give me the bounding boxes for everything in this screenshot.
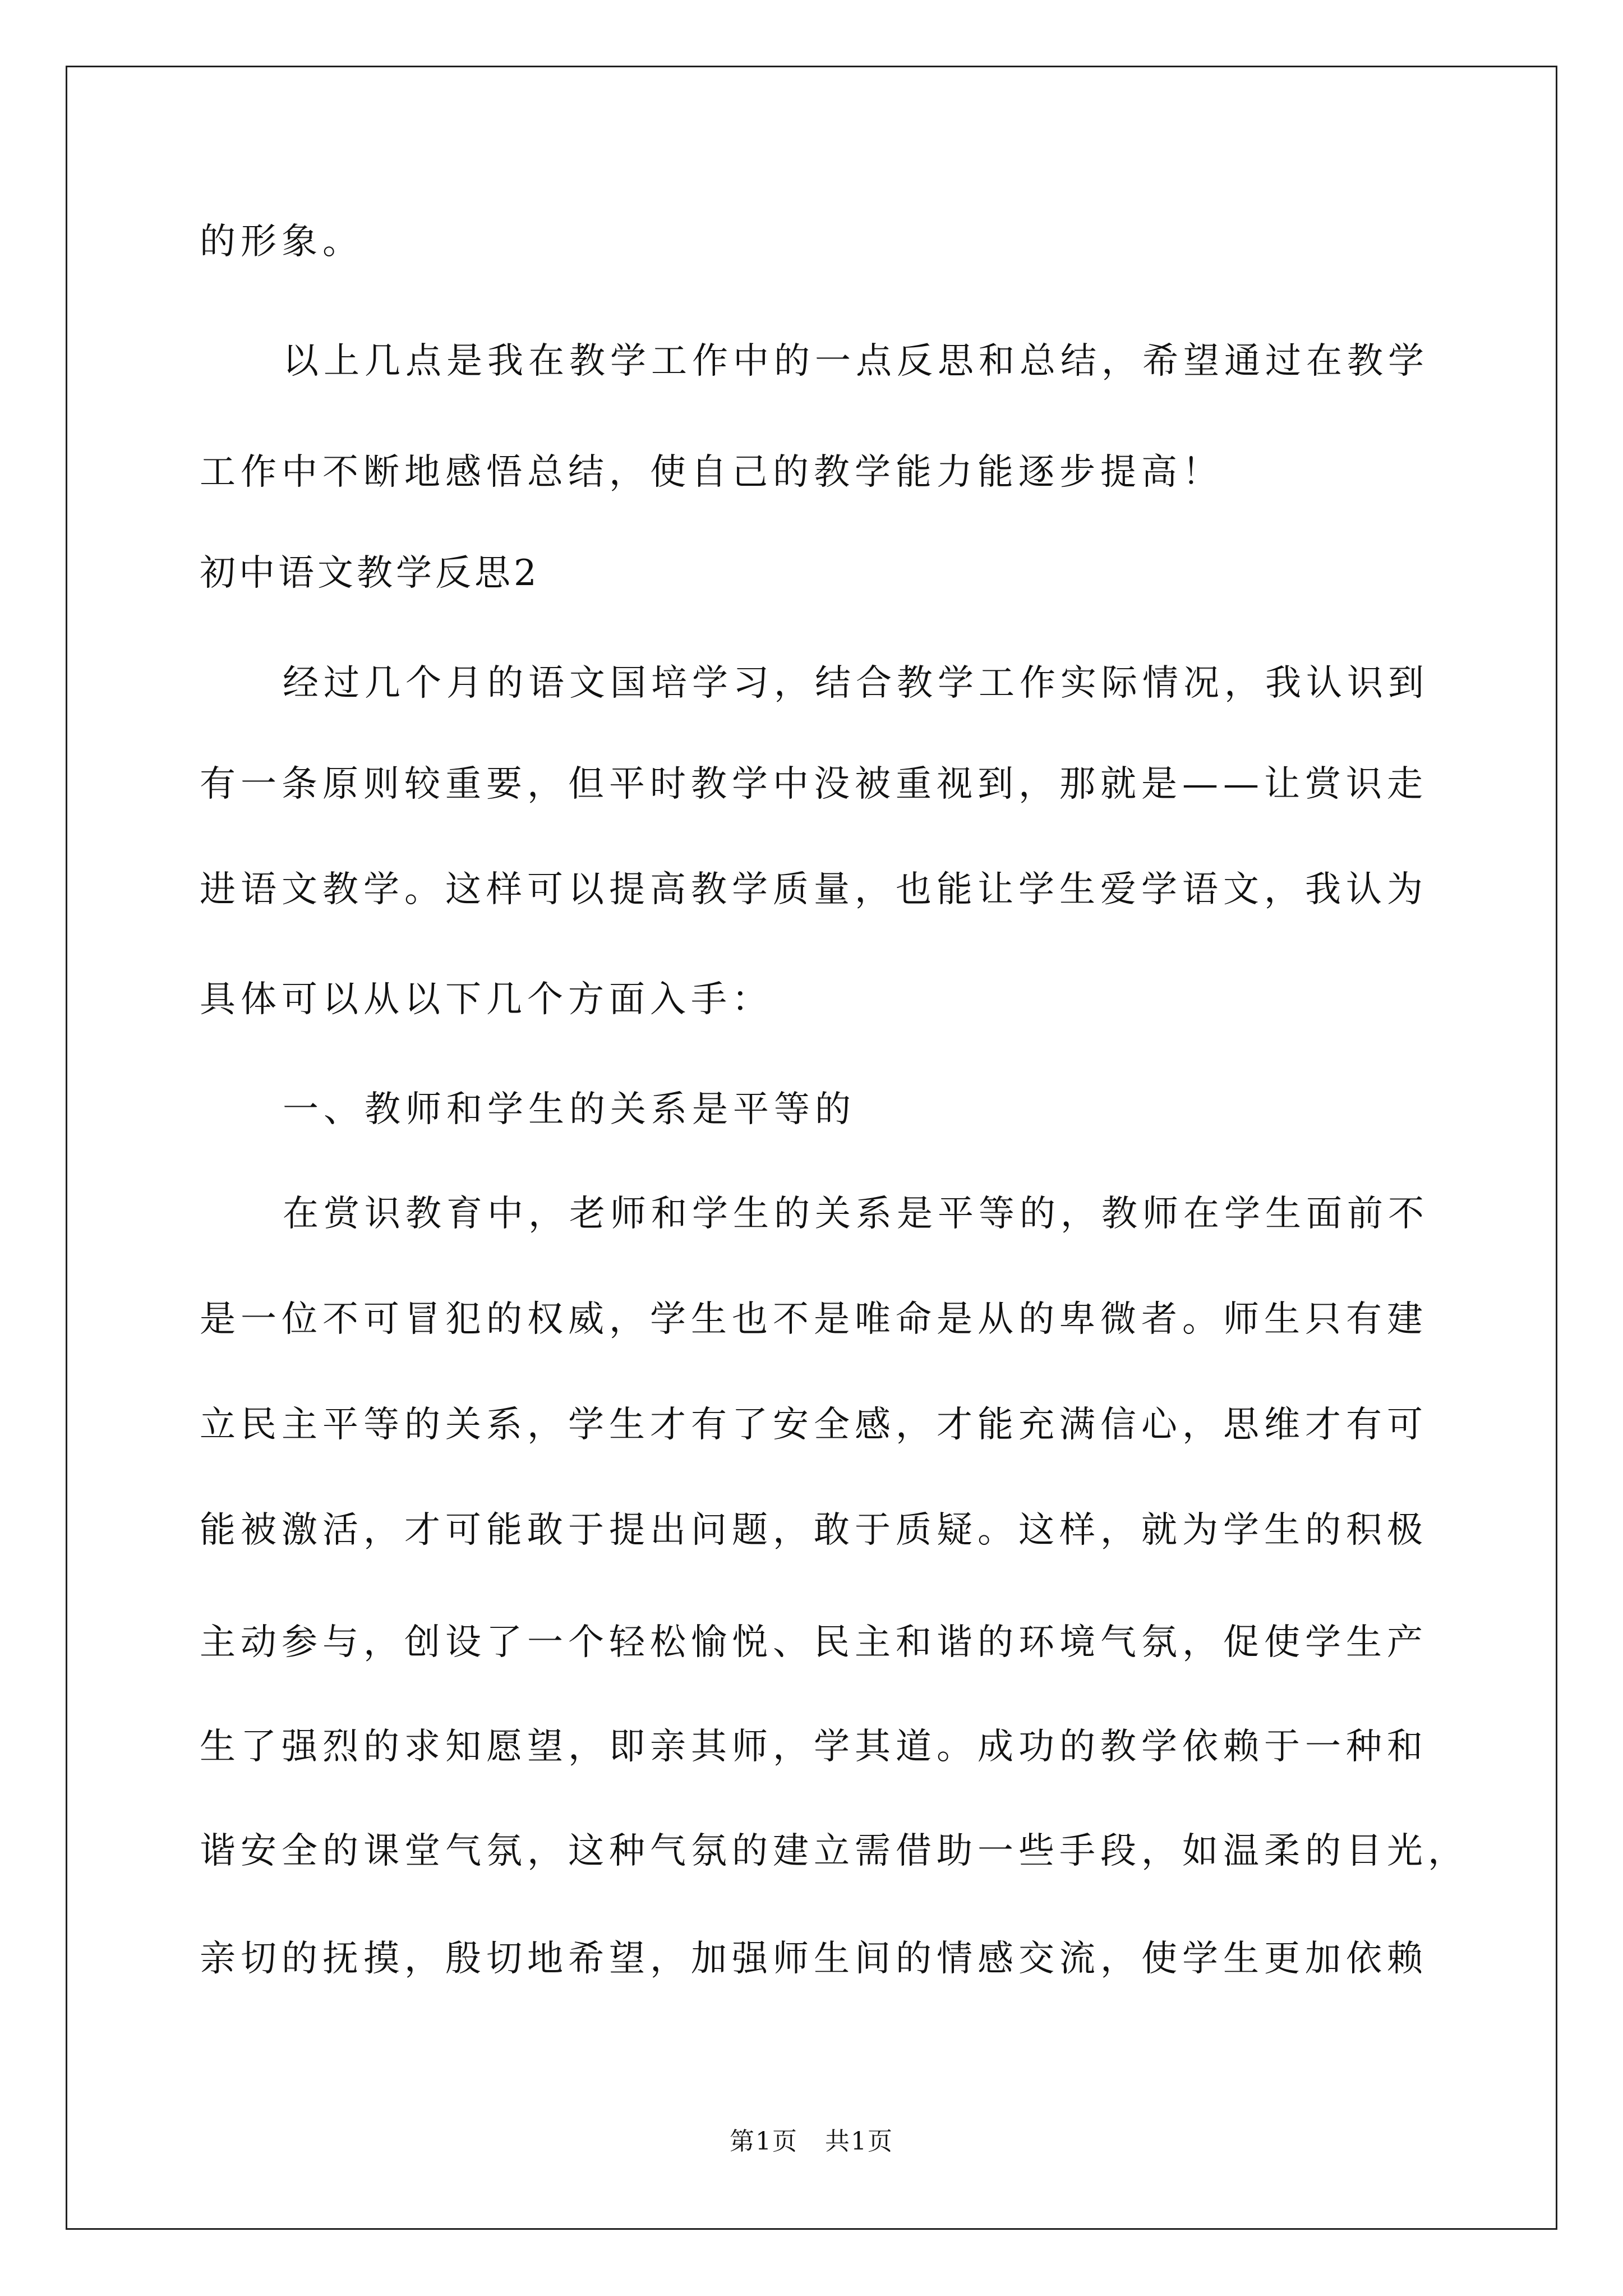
paragraph-line: 工作中不断地感悟总结，使自己的教学能力能逐步提高！ <box>200 452 1223 493</box>
page-number-footer: 第1页 共1页 <box>730 2127 893 2156</box>
paragraph-line: 是一位不可冒犯的权威，学生也不是唯命是从的卑微者。师生只有建 <box>200 1299 1428 1340</box>
paragraph-line: 以上几点是我在教学工作中的一点反思和总结，希望通过在教学 <box>283 341 1429 382</box>
paragraph-line: 主动参与，创设了一个轻松愉悦、民主和谐的环境气氛，促使学生产 <box>200 1622 1428 1663</box>
page-border <box>66 66 1557 2230</box>
paragraph-line: 的形象。 <box>200 221 363 263</box>
paragraph-line: 进语文教学。这样可以提高教学质量，也能让学生爱学语文，我认为 <box>200 869 1428 910</box>
paragraph-line: 生了强烈的求知愿望，即亲其师，学其道。成功的教学依赖于一种和 <box>200 1726 1428 1768</box>
paragraph-line: 立民主平等的关系，学生才有了安全感，才能充满信心，思维才有可 <box>200 1404 1428 1446</box>
subheading-line: 一、教师和学生的关系是平等的 <box>283 1089 856 1130</box>
paragraph-line: 亲切的抚摸，殷切地希望，加强师生间的情感交流，使学生更加依赖 <box>200 1938 1428 1980</box>
paragraph-line: 经过几个月的语文国培学习，结合教学工作实际情况，我认识到 <box>283 662 1429 704</box>
paragraph-line: 具体可以从以下几个方面入手： <box>200 979 773 1020</box>
section-heading: 初中语文教学反思2 <box>200 553 540 594</box>
paragraph-line: 在赏识教育中，老师和学生的关系是平等的，教师在学生面前不 <box>283 1193 1429 1235</box>
paragraph-line: 谐安全的课堂气氛，这种气氛的建立需借助一些手段，如温柔的目光， <box>200 1830 1469 1872</box>
paragraph-line: 有一条原则较重要，但平时教学中没被重视到，那就是——让赏识走 <box>200 763 1428 805</box>
paragraph-line: 能被激活，才可能敢于提出问题，敢于质疑。这样，就为学生的积极 <box>200 1510 1428 1551</box>
